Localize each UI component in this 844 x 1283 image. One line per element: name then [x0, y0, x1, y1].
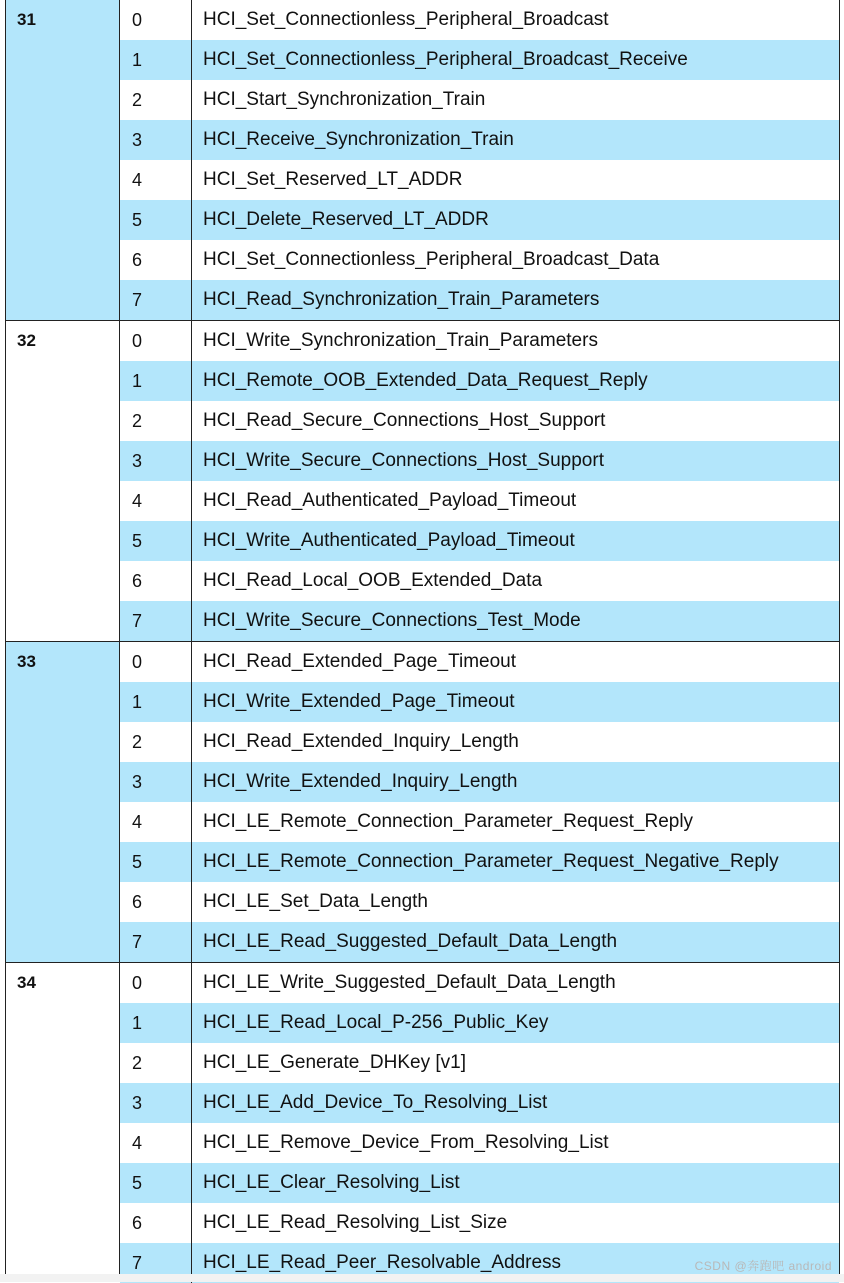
table-row	[120, 682, 839, 722]
bit-cell: 1	[120, 682, 192, 722]
bit-rows	[120, 0, 839, 320]
table-row	[120, 0, 839, 40]
command-cell: HCI_Set_Reserved_LT_ADDR	[203, 169, 463, 190]
bit-cell: 2	[120, 80, 192, 120]
bit-cell: 5	[120, 1163, 192, 1203]
bit-cell: 4	[120, 481, 192, 521]
bit-cell: 6	[120, 240, 192, 280]
command-cell: HCI_LE_Remote_Connection_Parameter_Request_Reply	[203, 811, 694, 832]
command-cell: HCI_LE_Remote_Connection_Parameter_Request_Negative_Reply	[203, 851, 779, 872]
byte-cell: 34	[6, 963, 120, 1275]
bit-cell: 4	[120, 160, 192, 200]
command-cell: HCI_Write_Secure_Connections_Host_Support	[203, 450, 604, 471]
command-cell: HCI_Read_Local_OOB_Extended_Data	[203, 570, 543, 591]
command-cell: HCI_Set_Connectionless_Peripheral_Broadcast	[203, 9, 609, 30]
byte-cell: 32	[6, 321, 120, 641]
bit-cell: 0	[120, 963, 192, 1003]
bit-rows	[120, 642, 839, 962]
command-cell: HCI_LE_Read_Resolving_List_Size	[203, 1212, 508, 1233]
bit-cell: 3	[120, 762, 192, 802]
table-row	[120, 963, 839, 1003]
command-cell: HCI_LE_Clear_Resolving_List	[203, 1172, 460, 1193]
bit-cell: 5	[120, 842, 192, 882]
bit-cell: 1	[120, 40, 192, 80]
table-row	[120, 1203, 839, 1243]
byte-group-31	[6, 0, 839, 321]
watermark: CSDN @奔跑吧 android	[694, 1259, 832, 1273]
bit-cell: 5	[120, 200, 192, 240]
bit-cell: 5	[120, 521, 192, 561]
bit-cell: 7	[120, 1243, 192, 1283]
supported-commands-table	[5, 0, 840, 1275]
bit-cell: 0	[120, 0, 192, 40]
table-row	[120, 762, 839, 802]
table-row	[120, 561, 839, 601]
command-cell: HCI_Read_Secure_Connections_Host_Support	[203, 410, 606, 431]
table-row	[120, 401, 839, 441]
bit-cell: 4	[120, 802, 192, 842]
byte-cell: 31	[6, 0, 120, 320]
bit-cell: 0	[120, 321, 192, 361]
command-cell: HCI_LE_Set_Data_Length	[203, 891, 428, 912]
bit-cell: 6	[120, 882, 192, 922]
table-row	[120, 882, 839, 922]
table-row	[120, 802, 839, 842]
bit-cell: 3	[120, 441, 192, 481]
table-row	[120, 1163, 839, 1203]
command-cell: HCI_Write_Extended_Inquiry_Length	[203, 771, 518, 792]
table-row	[120, 321, 839, 361]
byte-group-32	[6, 321, 839, 642]
table-row	[120, 240, 839, 280]
command-cell: HCI_Set_Connectionless_Peripheral_Broadcast_Receive	[203, 49, 688, 70]
table-row	[120, 601, 839, 641]
byte-cell: 33	[6, 642, 120, 962]
command-cell: HCI_LE_Read_Peer_Resolvable_Address	[203, 1252, 562, 1273]
table-row	[120, 521, 839, 561]
bit-cell: 3	[120, 1083, 192, 1123]
bit-cell: 6	[120, 1203, 192, 1243]
table-row	[120, 1003, 839, 1043]
command-cell: HCI_LE_Add_Device_To_Resolving_List	[203, 1092, 548, 1113]
bit-cell: 2	[120, 722, 192, 762]
command-cell: HCI_Write_Authenticated_Payload_Timeout	[203, 530, 575, 551]
bottom-strip	[0, 1274, 844, 1282]
command-cell: HCI_Remote_OOB_Extended_Data_Request_Reply	[203, 370, 648, 391]
bit-rows	[120, 963, 839, 1275]
bit-cell: 1	[120, 361, 192, 401]
command-cell: HCI_Write_Extended_Page_Timeout	[203, 691, 515, 712]
bit-cell: 4	[120, 1123, 192, 1163]
table-row	[120, 1043, 839, 1083]
bit-cell: 7	[120, 922, 192, 962]
command-cell: HCI_Read_Authenticated_Payload_Timeout	[203, 490, 577, 511]
bit-cell: 3	[120, 120, 192, 160]
bit-cell: 7	[120, 280, 192, 320]
table-row	[120, 280, 839, 320]
table-row	[120, 120, 839, 160]
table-row	[120, 1123, 839, 1163]
bit-cell: 1	[120, 1003, 192, 1043]
command-cell: HCI_Receive_Synchronization_Train	[203, 129, 514, 150]
table-row	[120, 160, 839, 200]
table-row	[120, 481, 839, 521]
bit-cell: 7	[120, 601, 192, 641]
bit-cell: 0	[120, 642, 192, 682]
command-cell: HCI_Write_Secure_Connections_Test_Mode	[203, 610, 581, 631]
command-cell: HCI_LE_Generate_DHKey [v1]	[203, 1052, 466, 1073]
command-cell: HCI_Read_Synchronization_Train_Parameters	[203, 289, 600, 310]
command-cell: HCI_Set_Connectionless_Peripheral_Broadcast_Data	[203, 249, 660, 270]
command-cell: HCI_LE_Write_Suggested_Default_Data_Length	[203, 972, 616, 993]
command-cell: HCI_LE_Remove_Device_From_Resolving_List	[203, 1132, 609, 1153]
bit-rows	[120, 321, 839, 641]
table-row	[120, 1083, 839, 1123]
table-row	[120, 200, 839, 240]
command-cell: HCI_LE_Read_Local_P-256_Public_Key	[203, 1012, 549, 1033]
table-row	[120, 361, 839, 401]
table-row	[120, 80, 839, 120]
byte-group-34	[6, 963, 839, 1275]
table-row	[120, 642, 839, 682]
bit-cell: 6	[120, 561, 192, 601]
command-cell: HCI_Write_Synchronization_Train_Parameters	[203, 330, 598, 351]
table-row	[120, 441, 839, 481]
command-cell: HCI_Start_Synchronization_Train	[203, 89, 486, 110]
table-row	[120, 40, 839, 80]
bit-cell: 2	[120, 401, 192, 441]
command-cell: HCI_Read_Extended_Inquiry_Length	[203, 731, 519, 752]
command-cell: HCI_Read_Extended_Page_Timeout	[203, 651, 516, 672]
command-cell: HCI_LE_Read_Suggested_Default_Data_Length	[203, 931, 618, 952]
command-cell: HCI_Delete_Reserved_LT_ADDR	[203, 209, 489, 230]
table-row	[120, 922, 839, 962]
table-row	[120, 722, 839, 762]
bit-cell: 2	[120, 1043, 192, 1083]
byte-group-33	[6, 642, 839, 963]
table-row	[120, 842, 839, 882]
